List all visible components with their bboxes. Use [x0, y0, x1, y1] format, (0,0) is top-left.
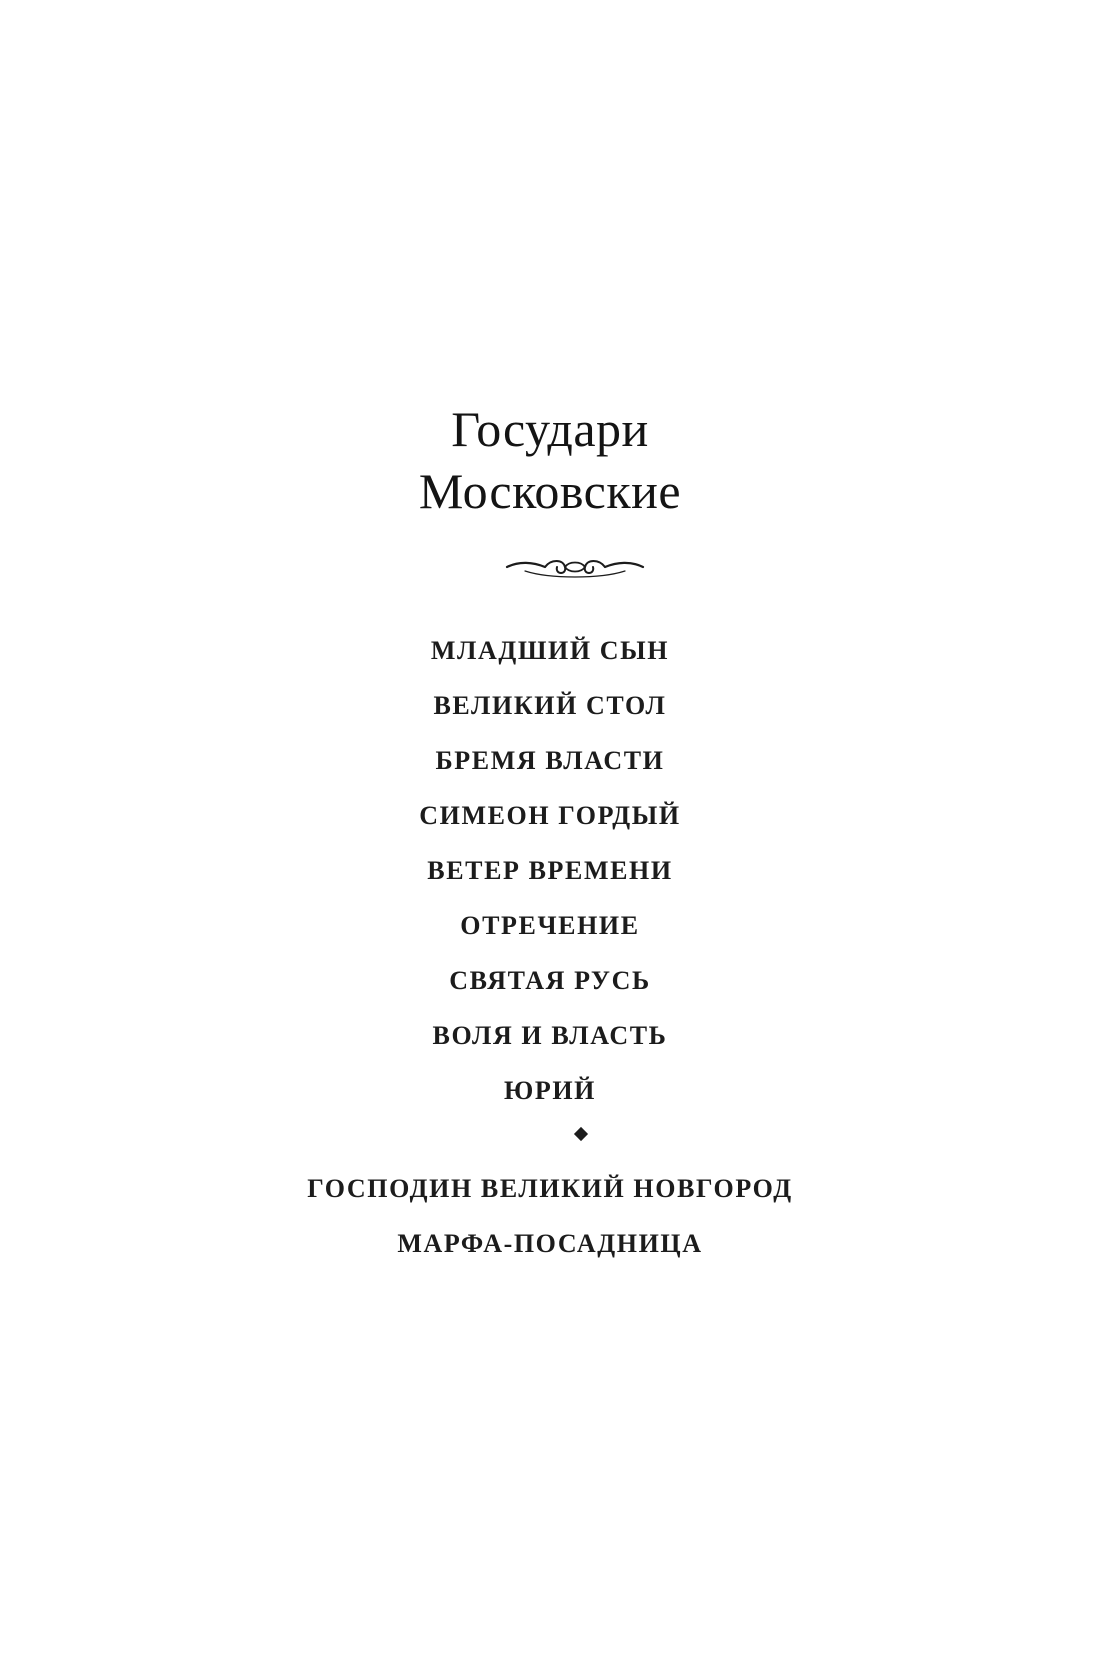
diamond-bullet-icon [574, 1127, 588, 1141]
flourish-ornament-icon [505, 552, 645, 582]
contents-item: ОТРЕЧЕНИЕ [460, 911, 640, 940]
contents-item: МАРФА-ПОСАДНИЦА [397, 1229, 703, 1258]
contents-item: БРЕМЯ ВЛАСТИ [435, 746, 665, 775]
contents-item: ВОЛЯ И ВЛАСТЬ [432, 1021, 668, 1050]
contents-item: ВЕТЕР ВРЕМЕНИ [427, 856, 673, 885]
contents-item: МЛАДШИЙ СЫН [430, 636, 670, 665]
series-title [0, 398, 1100, 522]
series-title-line-2: Московские [418, 463, 682, 519]
series-title-line-1: Государи [451, 401, 649, 457]
contents-item: СВЯТАЯ РУСЬ [449, 966, 651, 995]
contents-item: ВЕЛИКИЙ СТОЛ [433, 691, 667, 720]
contents-item: ЮРИЙ [503, 1076, 596, 1105]
contents-item: СИМЕОН ГОРДЫЙ [419, 801, 681, 830]
contents-item: ГОСПОДИН ВЕЛИКИЙ НОВГОРОД [307, 1174, 793, 1203]
